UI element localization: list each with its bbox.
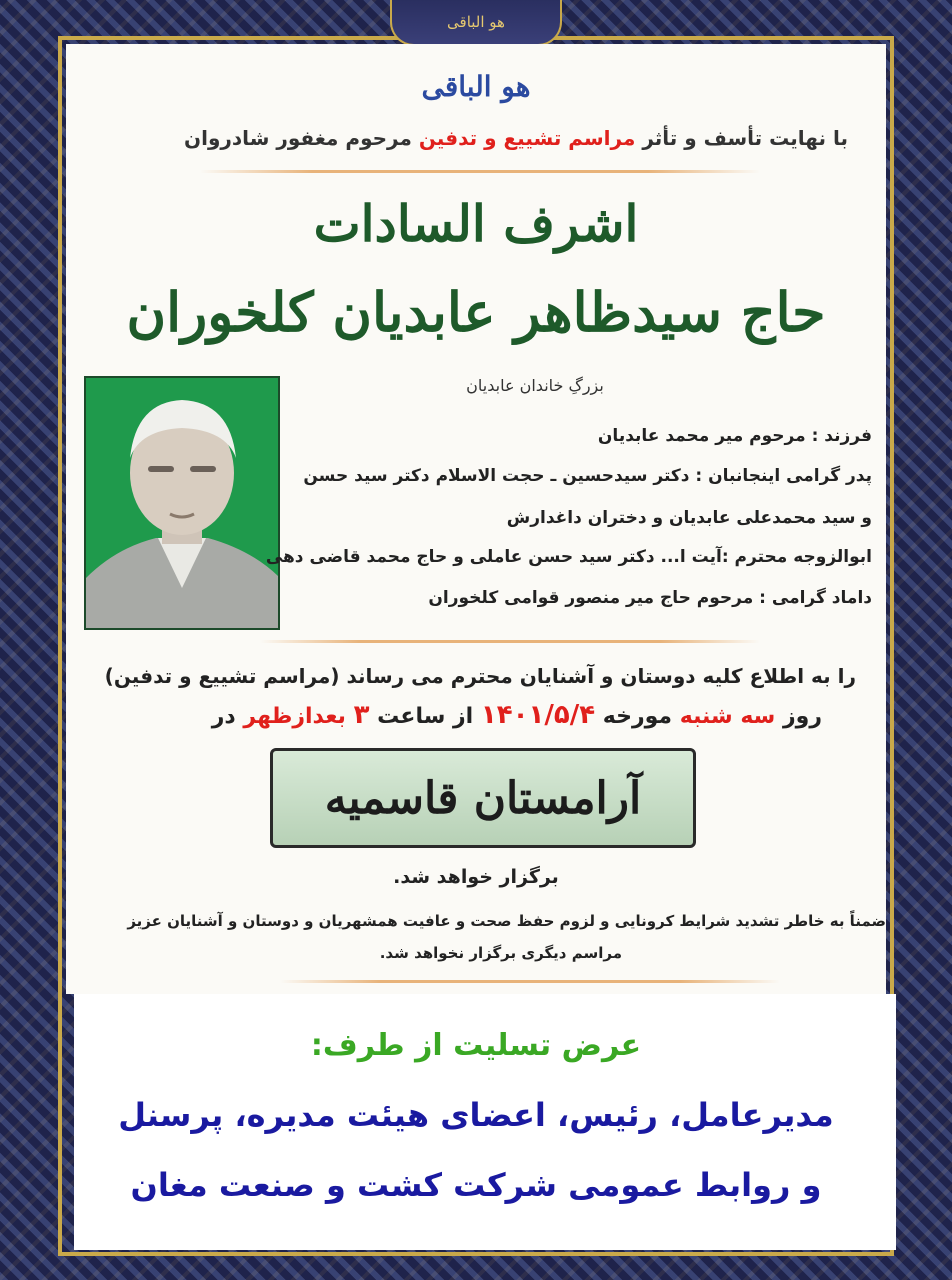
- date-p3: از ساعت: [377, 704, 474, 729]
- condolence-line1: مدیرعامل، رئیس، اعضای هیئت مدیره، پرسنل: [118, 1096, 834, 1134]
- condolence-title: عرض تسلیت از طرف:: [310, 1028, 642, 1063]
- relative-3: و سید محمدعلی عابدیان و دختران داغدارش: [506, 508, 872, 528]
- separator-top: [200, 170, 760, 173]
- cemetery-box: [270, 748, 696, 848]
- date-p4: در: [211, 704, 236, 729]
- date-value: ۱۴۰۱/۵/۴: [480, 700, 596, 730]
- relative-1: فرزند : مرحوم میر محمد عابدیان: [597, 426, 872, 446]
- relative-4: ابوالزوجه محترم :آیت ا... دکتر سید حسن عاملی و حاج محمد قاضی دهی: [265, 547, 872, 567]
- cemetery-name: آرامستان قاسمیه: [324, 772, 642, 824]
- subtitle: بزرگِ خاندان عابدیان: [466, 376, 604, 395]
- name-line2: حاج سیدظاهر عابدیان کلخوران: [126, 280, 826, 344]
- date-p1: روز: [782, 704, 822, 729]
- portrait-photo: [84, 376, 280, 630]
- heading: هو الباقی: [421, 70, 531, 103]
- intro-before: با نهایت تأسف و تأثر: [642, 126, 848, 150]
- date-p2: مورخه: [602, 704, 673, 729]
- date-day: سه شنبه: [679, 704, 776, 729]
- date-line: [212, 700, 822, 730]
- note-line2: مراسم دیگری برگزار نخواهد شد.: [379, 944, 622, 962]
- name-line1: اشرف السادات: [313, 194, 639, 253]
- intro-line: [184, 126, 848, 150]
- relative-2: پدر گرامی اینجانبان : دکتر سیدحسین ـ حجت الاسلام دکتر سید حسن: [303, 466, 872, 486]
- date-time: بعدازظهر: [243, 704, 346, 729]
- intro-highlight: مراسم تشییع و تدفین: [418, 126, 636, 150]
- held-line: برگزار خواهد شد.: [393, 866, 559, 888]
- separator-mid: [260, 640, 760, 643]
- top-ornament: [390, 0, 562, 46]
- intro-after: مرحوم مغفور شادروان: [184, 126, 412, 150]
- condolence-line2: و روابط عمومی شرکت کشت و صنعت مغان: [130, 1166, 822, 1204]
- portrait-icon: [86, 378, 278, 628]
- note-line1: ضمناً به خاطر تشدید شرایط کرونایی و لزوم حفظ صحت و عافیت همشهریان و دوستان و آشنایان عزیز: [127, 912, 886, 930]
- ornament-text: هو الباقی: [447, 13, 505, 31]
- announce-line: را به اطلاع کلیه دوستان و آشنایان محترم می رساند (مراسم تشییع و تدفین): [104, 664, 856, 688]
- relative-5: داماد گرامی : مرحوم حاج میر منصور قوامی کلخوران: [428, 588, 872, 608]
- separator-bottom: [280, 980, 780, 983]
- date-hour: ۳: [353, 700, 370, 730]
